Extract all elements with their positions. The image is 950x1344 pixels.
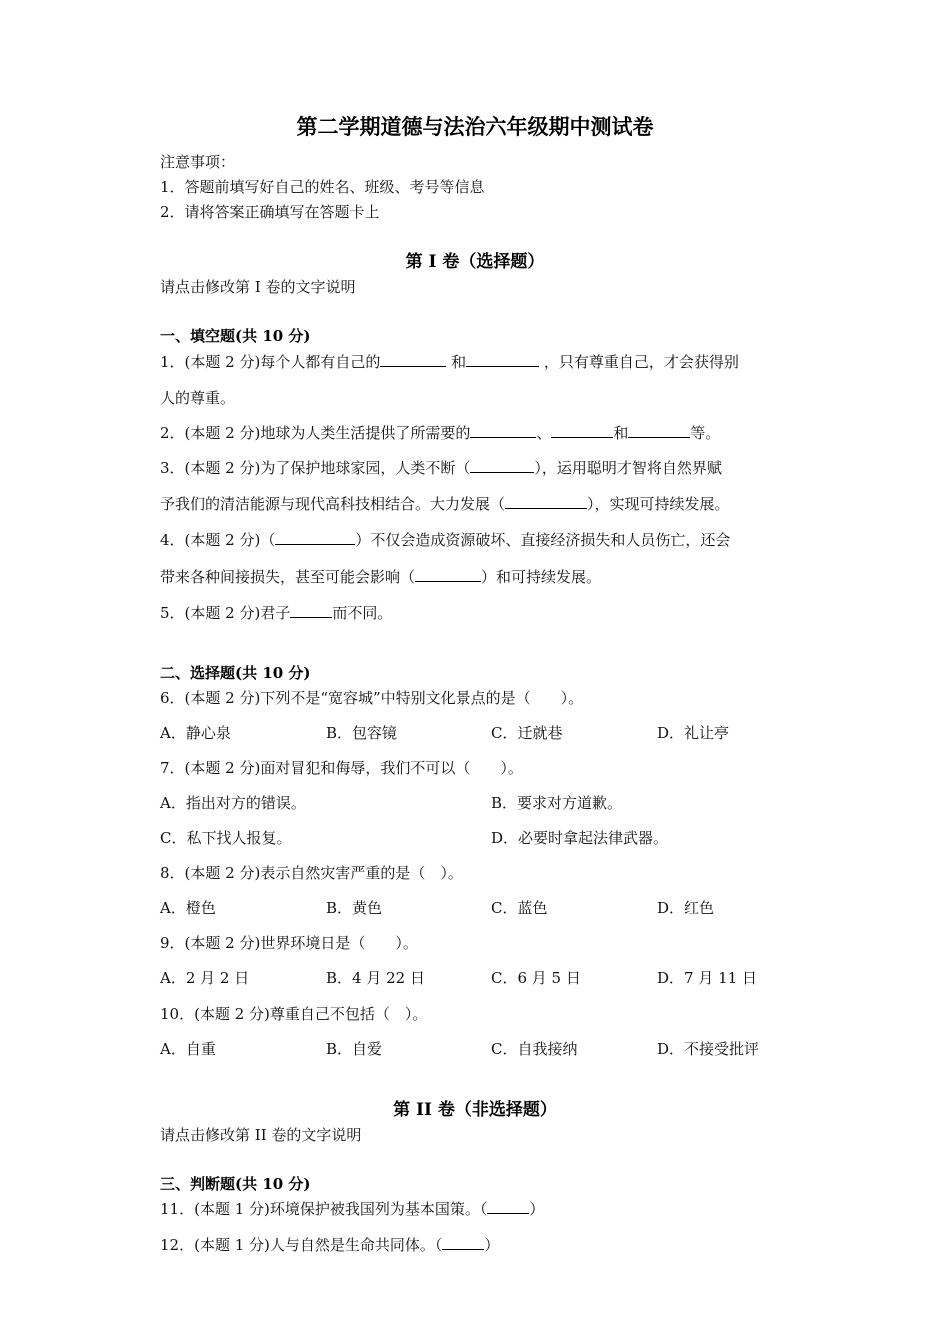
section2-heading: 二、选择题(共 10 分)	[160, 664, 311, 682]
option-d[interactable]: D．礼让亭	[657, 724, 730, 742]
option-c[interactable]: C．蓝色	[491, 899, 548, 917]
note-item: 1．答题前填写好自己的姓名、班级、考号等信息	[160, 178, 485, 196]
option-c[interactable]: C．自我接纳	[491, 1040, 578, 1058]
question-text: 3．(本题 2 分)为了保护地球家园，人类不断（	[160, 459, 471, 477]
question-text: ），实现可持续发展。	[587, 495, 730, 513]
question-text: 和	[613, 424, 629, 442]
page-title: 第二学期道德与法治六年级期中测试卷	[296, 115, 654, 139]
answer-blank[interactable]	[466, 352, 539, 367]
question-text: 1．(本题 2 分)每个人都有自己的	[160, 353, 381, 371]
answer-blank[interactable]	[415, 567, 481, 582]
option-a[interactable]: A．静心泉	[160, 724, 231, 742]
notes-heading: 注意事项：	[160, 153, 236, 171]
question-text: ）和可持续发展。	[481, 568, 602, 586]
answer-blank[interactable]	[442, 1235, 484, 1250]
option-a[interactable]: A．自重	[160, 1040, 216, 1058]
question-9: 9．(本题 2 分)世界环境日是（ ）。	[160, 934, 418, 952]
question-text: ）	[484, 1236, 500, 1254]
question-text: 带来各种间接损失，甚至可能会影响（	[160, 568, 416, 586]
question-10: 10．(本题 2 分)尊重自己不包括（ ）。	[160, 1005, 428, 1023]
question-12	[160, 1235, 499, 1255]
question-text: 而不同。	[332, 604, 393, 622]
option-a[interactable]: A．指出对方的错误。	[160, 794, 306, 812]
option-b[interactable]: B．黄色	[326, 899, 383, 917]
question-4	[160, 530, 730, 550]
question-text: 12．(本题 1 分)人与自然是生命共同体。（	[160, 1236, 443, 1254]
answer-blank[interactable]	[470, 423, 536, 438]
option-c[interactable]: C．迁就巷	[491, 724, 563, 742]
option-c[interactable]: C．私下找人报复。	[160, 829, 292, 847]
question-8: 8．(本题 2 分)表示自然灾害严重的是（ ）。	[160, 864, 463, 882]
question-1	[160, 352, 739, 372]
question-6: 6．(本题 2 分)下列不是“宽容城”中特别文化景点的是（ ）。	[160, 689, 584, 707]
question-4-cont	[160, 567, 601, 587]
question-text: ），运用聪明才智将自然界赋	[534, 459, 722, 477]
answer-blank[interactable]	[290, 603, 332, 618]
answer-blank[interactable]	[487, 1199, 529, 1214]
question-text: ，只有尊重自己，才会获得别	[539, 353, 739, 371]
question-text: 和	[446, 353, 467, 371]
option-b[interactable]: B．包容镜	[326, 724, 398, 742]
question-text: ）	[529, 1200, 545, 1218]
question-1-cont: 人的尊重。	[160, 389, 236, 407]
volume2-title: 第 II 卷（非选择题）	[393, 1100, 557, 1120]
answer-blank[interactable]	[380, 352, 446, 367]
option-b[interactable]: B．4 月 22 日	[326, 969, 425, 987]
option-b[interactable]: B．要求对方道歉。	[491, 794, 623, 812]
option-a[interactable]: A．2 月 2 日	[160, 969, 250, 987]
question-text: ）不仅会造成资源破坏、直接经济损失和人员伤亡，还会	[355, 531, 731, 549]
question-5	[160, 603, 392, 623]
question-7: 7．(本题 2 分)面对冒犯和侮辱，我们不可以（ ）。	[160, 759, 523, 777]
question-text: 4．(本题 2 分)（	[160, 531, 276, 549]
question-text: 2．(本题 2 分)地球为人类生活提供了所需要的	[160, 424, 471, 442]
answer-blank[interactable]	[505, 494, 587, 509]
question-3	[160, 458, 722, 478]
option-d[interactable]: D．不接受批评	[657, 1040, 760, 1058]
option-d[interactable]: D．红色	[657, 899, 715, 917]
option-d[interactable]: D．必要时拿起法律武器。	[491, 829, 669, 847]
option-d[interactable]: D．7 月 11 日	[657, 969, 757, 987]
section1-heading: 一、填空题(共 10 分)	[160, 327, 311, 345]
volume1-title: 第 I 卷（选择题）	[405, 252, 545, 272]
volume2-desc[interactable]: 请点击修改第 II 卷的文字说明	[160, 1126, 362, 1144]
section3-heading: 三、判断题(共 10 分)	[160, 1175, 311, 1193]
question-text: 等。	[690, 424, 721, 442]
question-11	[160, 1199, 544, 1219]
question-3-cont	[160, 494, 730, 514]
option-c[interactable]: C．6 月 5 日	[491, 969, 581, 987]
answer-blank[interactable]	[551, 423, 613, 438]
answer-blank[interactable]	[275, 530, 355, 545]
answer-blank[interactable]	[470, 458, 534, 473]
option-b[interactable]: B．自爱	[326, 1040, 383, 1058]
question-2	[160, 423, 720, 443]
answer-blank[interactable]	[628, 423, 690, 438]
question-text: 11．(本题 1 分)环境保护被我国列为基本国策。（	[160, 1200, 488, 1218]
question-text: 5．(本题 2 分)君子	[160, 604, 291, 622]
volume1-desc[interactable]: 请点击修改第 I 卷的文字说明	[160, 278, 356, 296]
question-text: 予我们的清洁能源与现代高科技相结合。大力发展（	[160, 495, 506, 513]
option-a[interactable]: A．橙色	[160, 899, 216, 917]
question-text: 、	[536, 424, 552, 442]
note-item: 2．请将答案正确填写在答题卡上	[160, 203, 380, 221]
